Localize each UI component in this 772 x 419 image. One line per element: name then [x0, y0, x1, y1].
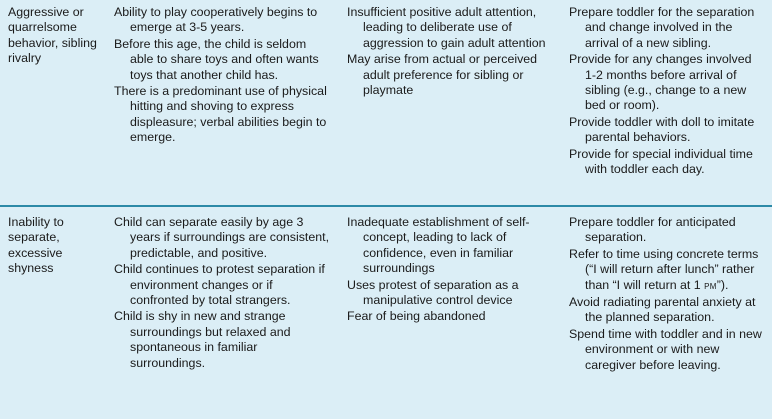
problem-cell	[0, 206, 106, 419]
problem-label: Inability to separate, excessive shyness	[8, 215, 64, 276]
intervention-item: Provide toddler with doll to imitate parental behaviors.	[569, 114, 755, 145]
interventions-cell	[561, 206, 772, 419]
development-item: Ability to play cooperatively begins to emerge at 3-5 years.	[114, 5, 318, 35]
problem-cell	[0, 0, 106, 206]
development-cell	[106, 206, 339, 419]
causes-cell	[339, 206, 561, 419]
intervention-item: Provide for any changes involved 1-2 months before arrival of sibling (e.g., change to a new bed or room).	[569, 52, 752, 113]
intervention-item	[569, 247, 764, 294]
development-item: Before this age, the child is seldom able to share toys and often wants toys that another child has.	[114, 36, 319, 82]
development-item: Child is shy in new and strange surroundings but relaxed and spontaneous in familiar surroundings.	[114, 309, 291, 370]
table-row	[0, 0, 772, 206]
problem-label: Aggressive or quarrelsome behavior, sibling rivalry	[8, 5, 97, 66]
development-item: Child can separate easily by age 3 years if surroundings are consistent, predictable, and positive.	[114, 215, 330, 260]
intervention-item: Provide for special individual time with toddler each day.	[569, 146, 753, 177]
development-item: There is a predominant use of physical hitting and shoving to express displeasure; verbal abilities begin to emerge.	[114, 84, 327, 145]
cause-item: Inadequate establishment of self-concept, leading to lack of confidence, even in familiar surroundings	[347, 215, 530, 276]
interventions-cell	[561, 0, 772, 206]
intervention-text: Refer to time using concrete terms (“I will return after lunch” rather than “I will return at 1	[569, 246, 759, 292]
intervention-item: Spend time with toddler and in new environment or with new caregiver before leaving.	[569, 326, 762, 372]
causes-cell	[339, 0, 561, 206]
cause-item: Fear of being abandoned	[347, 309, 486, 324]
intervention-text-tail: ”).	[716, 277, 729, 292]
intervention-item: Prepare toddler for the separation and change involved in the arrival of a new sibling.	[569, 5, 755, 50]
cause-item: Uses protest of separation as a manipulative control device	[347, 277, 519, 308]
cause-item: May arise from actual or perceived adult preference for sibling or playmate	[347, 52, 538, 98]
cause-item: Insufficient positive adult attention, leading to deliberate use of aggression to gain adult attention	[347, 5, 546, 50]
table-row	[0, 206, 772, 419]
intervention-item: Avoid radiating parental anxiety at the planned separation.	[569, 295, 756, 325]
development-cell	[106, 0, 339, 206]
intervention-time-abbrev: pm	[704, 279, 717, 292]
intervention-item: Prepare toddler for anticipated separation.	[569, 215, 736, 245]
development-item: Child continues to protest separation if environment changes or if confronted by total strangers.	[114, 262, 325, 308]
